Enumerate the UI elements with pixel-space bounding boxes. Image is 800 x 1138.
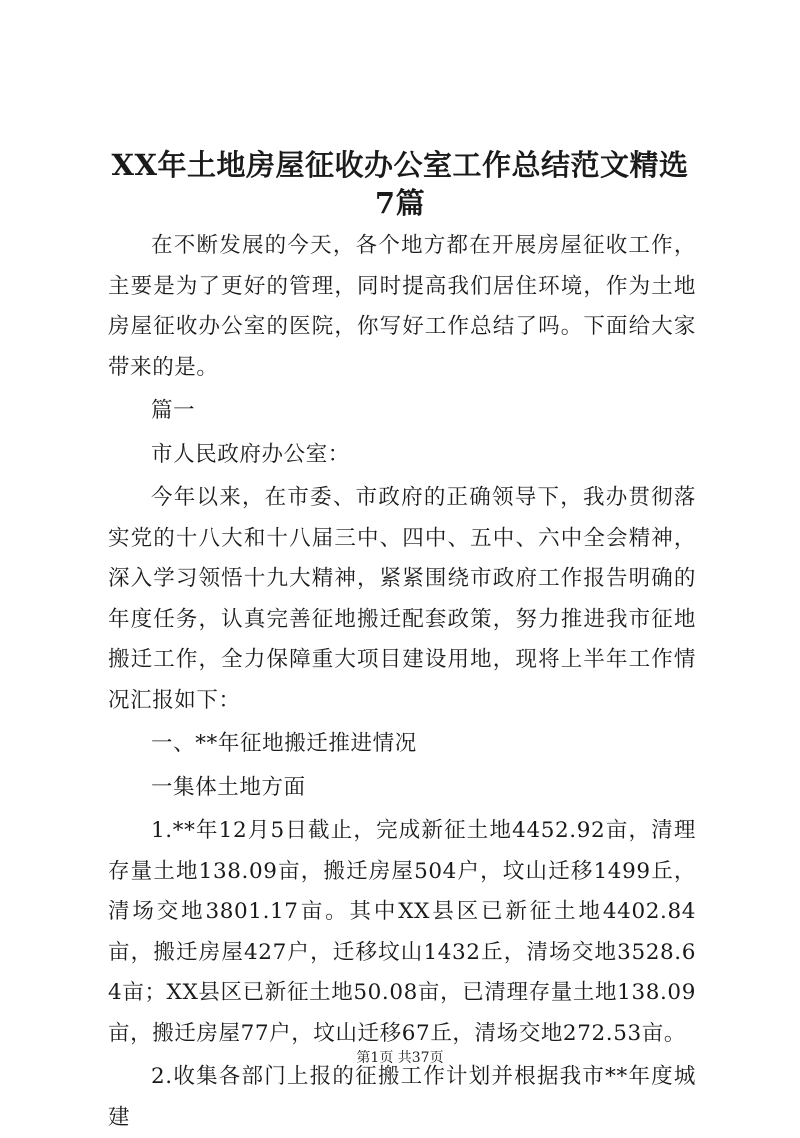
paragraph-item-2: 2.收集各部门上报的征搬工作计划并根据我市**年度城建 — [108, 1064, 696, 1130]
paragraph-section-heading: 篇一 — [151, 398, 196, 423]
document-body — [108, 226, 696, 1138]
paragraph-heading-collective-land: 一集体土地方面 — [151, 774, 306, 800]
document-title-line-2: 7篇 — [374, 186, 426, 220]
paragraph-intro: 在不断发展的今天，各个地方都在开展房屋征收工作，主要是为了更好的管理，同时提高我们居住环境，作为土地房屋征收办公室的医院，你写好工作总结了吗。下面给大家带来的是。 — [108, 233, 696, 380]
page-number-footer: 第1页 共37页 — [356, 1050, 444, 1066]
paragraph-item-1: 1.**年12月5日截止，完成新征土地4452.92亩，清理存量土地138.09亩，搬迁房屋504户，坟山迁移1499丘，清场交地3801.17亩。其中XX县区已新征土地4402.84亩，搬迁房屋427户，迁移坟山1432丘，清场交地3528.64亩；XX县区已新征土地50.08亩，已清理存量土地138.09亩，搬迁房屋77户，坟山迁移67丘，清场交地272.53亩。 — [108, 818, 696, 1046]
paragraph-addressee: 市人民政府办公室： — [151, 441, 350, 467]
paragraph-overview: 今年以来，在市委、市政府的正确领导下，我办贯彻落实党的十八大和十八届三中、四中、五中、六中全会精神，深入学习领悟十九大精神，紧紧围绕市政府工作报告明确的年度任务，认真完善征地搬迁配套政策，努力推进我市征地搬迁工作，全力保障重大项目建设用地，现将上半年工作情况汇报如下： — [108, 485, 696, 713]
paragraph-heading-progress: 一、**年征地搬迁推进情况 — [151, 731, 417, 756]
document-title-line-1: XX年土地房屋征收办公室工作总结范文精选 — [111, 148, 689, 182]
